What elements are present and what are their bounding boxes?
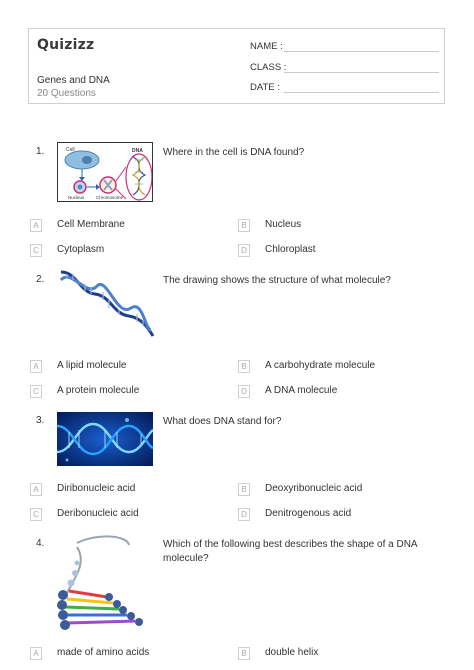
class-line — [284, 72, 439, 73]
option-letter: B — [238, 360, 250, 373]
worksheet-title: Genes and DNA — [37, 75, 110, 86]
option-letter: D — [238, 244, 250, 257]
label-cell: Cell — [66, 147, 75, 153]
label-nucleus: Nucleus — [68, 195, 85, 200]
dna-3d-image — [57, 533, 157, 631]
option-text: Nucleus — [265, 219, 302, 230]
option-letter: D — [238, 385, 250, 398]
dna-3d-icon — [57, 533, 157, 631]
name-label: NAME : — [250, 41, 283, 52]
question-number: 3. — [36, 415, 45, 426]
option-text: Cell Membrane — [57, 219, 125, 230]
question-text: What does DNA stand for? — [163, 416, 282, 427]
question-number: 1. — [36, 146, 45, 157]
option-text: A protein molecule — [57, 385, 140, 396]
question-number: 4. — [36, 538, 45, 549]
option-text: A DNA molecule — [265, 385, 338, 396]
option-letter: C — [30, 508, 42, 521]
option-text: made of amino acids — [57, 647, 150, 658]
class-field[interactable] — [250, 62, 286, 73]
option-letter: A — [30, 483, 42, 496]
quizizz-logo: Quizizz — [37, 37, 95, 53]
label-dna: DNA — [132, 148, 143, 154]
dna-helix-image — [57, 268, 155, 340]
option-letter: A — [30, 647, 42, 660]
question-text: Which of the following best describes the shape of a DNA molecule? — [163, 539, 418, 564]
option-letter: B — [238, 219, 250, 232]
label-chromosome: Chromosome — [96, 195, 124, 200]
option-text: A carbohydrate molecule — [265, 360, 376, 371]
option-text: A lipid molecule — [57, 360, 127, 371]
option-letter: C — [30, 385, 42, 398]
option-letter: C — [30, 244, 42, 257]
question-count: 20 Questions — [37, 88, 96, 99]
dna-blue-image — [57, 412, 153, 466]
option-text: Denitrogenous acid — [265, 508, 352, 519]
name-line — [284, 51, 439, 52]
question-text: Where in the cell is DNA found? — [163, 147, 305, 158]
dna-helix-icon — [57, 268, 155, 340]
option-letter: B — [238, 483, 250, 496]
option-letter: A — [30, 219, 42, 232]
cell-dna-illustration — [58, 143, 153, 202]
date-label: DATE : — [250, 82, 280, 93]
question-number: 2. — [36, 274, 45, 285]
option-text: Cytoplasm — [57, 244, 105, 255]
option-text: double helix — [265, 647, 319, 658]
option-text: Diribonucleic acid — [57, 483, 136, 494]
worksheet-header — [28, 28, 445, 104]
date-line — [284, 92, 439, 93]
option-letter: A — [30, 360, 42, 373]
option-text: Chloroplast — [265, 244, 316, 255]
option-text: Deoxyribonucleic acid — [265, 483, 363, 494]
class-label: CLASS : — [250, 62, 287, 73]
option-text: Deribonucleic acid — [57, 508, 139, 519]
question-text: The drawing shows the structure of what molecule? — [163, 275, 391, 286]
option-letter: B — [238, 647, 250, 660]
dna-glow-icon — [57, 412, 153, 466]
name-field[interactable] — [250, 41, 283, 52]
cell-dna-diagram — [57, 142, 153, 202]
option-letter: D — [238, 508, 250, 521]
date-field[interactable] — [250, 82, 280, 93]
